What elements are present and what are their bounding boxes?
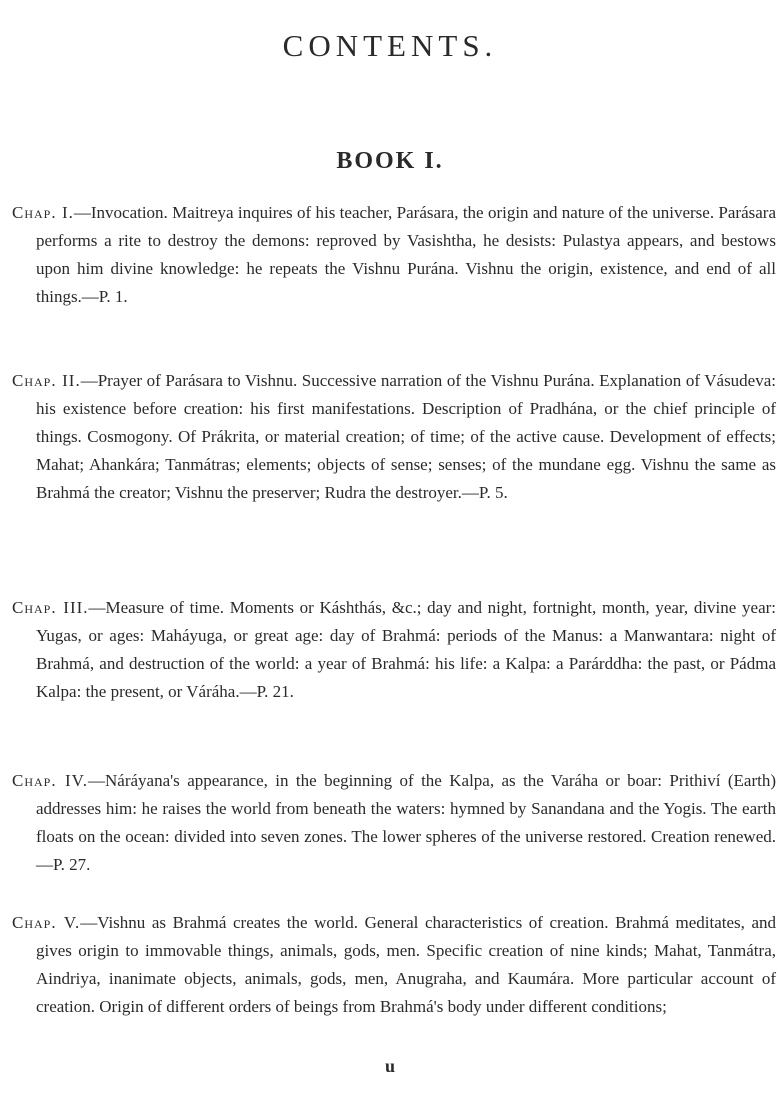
chapter-description: —Vishnu as Brahmá creates the world. General characteristics of creation. Brahmá meditates, and gives origin to immovable things, animals, gods, men. Specific creation of nine kinds; Mahat, Tanmátra, Aindriya, inanimate objects, animals, gods, men, Anugraha, and Kaumára. More particular account of creation. Origin of different orders of beings from Brahmá's body under different conditions;	[36, 913, 776, 1017]
chapter-label: Chap. II.	[12, 371, 81, 390]
chapter-label: Chap. I.	[12, 203, 74, 222]
chapter-label: Chap. III.	[12, 598, 89, 617]
chapter-label: Chap. V.	[12, 913, 81, 932]
chapter-entry	[12, 594, 776, 706]
signature-mark: u	[384, 1056, 395, 1076]
chapter-entry	[12, 367, 776, 507]
chapter-description: —Prayer of Parásara to Vishnu. Successive narration of the Vishnu Purána. Explanation of Vásudeva: his existence before creation: his first manifestations. Description of Pradhána, or the chief principle of things. Cosmogony. Of Prákrita, or material creation; of time; of the active cause. Development of effects; Mahat; Ahankára; Tanmátras; elements; objects of sense; senses; of the mundane egg. Vishnu the same as Brahmá the creator; Vishnu the preserver; Rudra the destroyer.—P. 5.	[36, 371, 776, 503]
book-heading: BOOK I.	[336, 148, 444, 174]
chapter-entry	[12, 199, 776, 311]
page-title: CONTENTS.	[282, 28, 498, 63]
chapter-description: —Invocation. Maitreya inquires of his teacher, Parásara, the origin and nature of the universe. Parásara performs a rite to destroy the demons: reproved by Vasishtha, he desists: Pulastya appears, and bestows upon him divine knowledge: he repeats the Vishnu Purána. Vishnu the origin, existence, and end of all things.—P. 1.	[36, 203, 776, 307]
chapter-entry	[12, 909, 776, 1021]
chapter-entry	[12, 767, 776, 879]
chapter-description: —Náráyana's appearance, in the beginning of the Kalpa, as the Varáha or boar: Prithiví (Earth) addresses him: he raises the world from beneath the waters: hymned by Sanandana and the Yogis. The earth floats on the ocean: divided into seven zones. The lower spheres of the universe restored. Creation renewed.—P. 27.	[36, 771, 776, 875]
chapter-description: —Measure of time. Moments or Káshthás, &c.; day and night, fortnight, month, year, divine year: Yugas, or ages: Maháyuga, or great age: day of Brahmá: periods of the Manus: a Manwantara: night of Brahmá, and destruction of the world: a year of Brahmá: his life: a Kalpa: a Parárddha: the past, or Pádma Kalpa: the present, or Váráha.—P. 21.	[36, 598, 776, 702]
chapter-label: Chap. IV.	[12, 771, 88, 790]
